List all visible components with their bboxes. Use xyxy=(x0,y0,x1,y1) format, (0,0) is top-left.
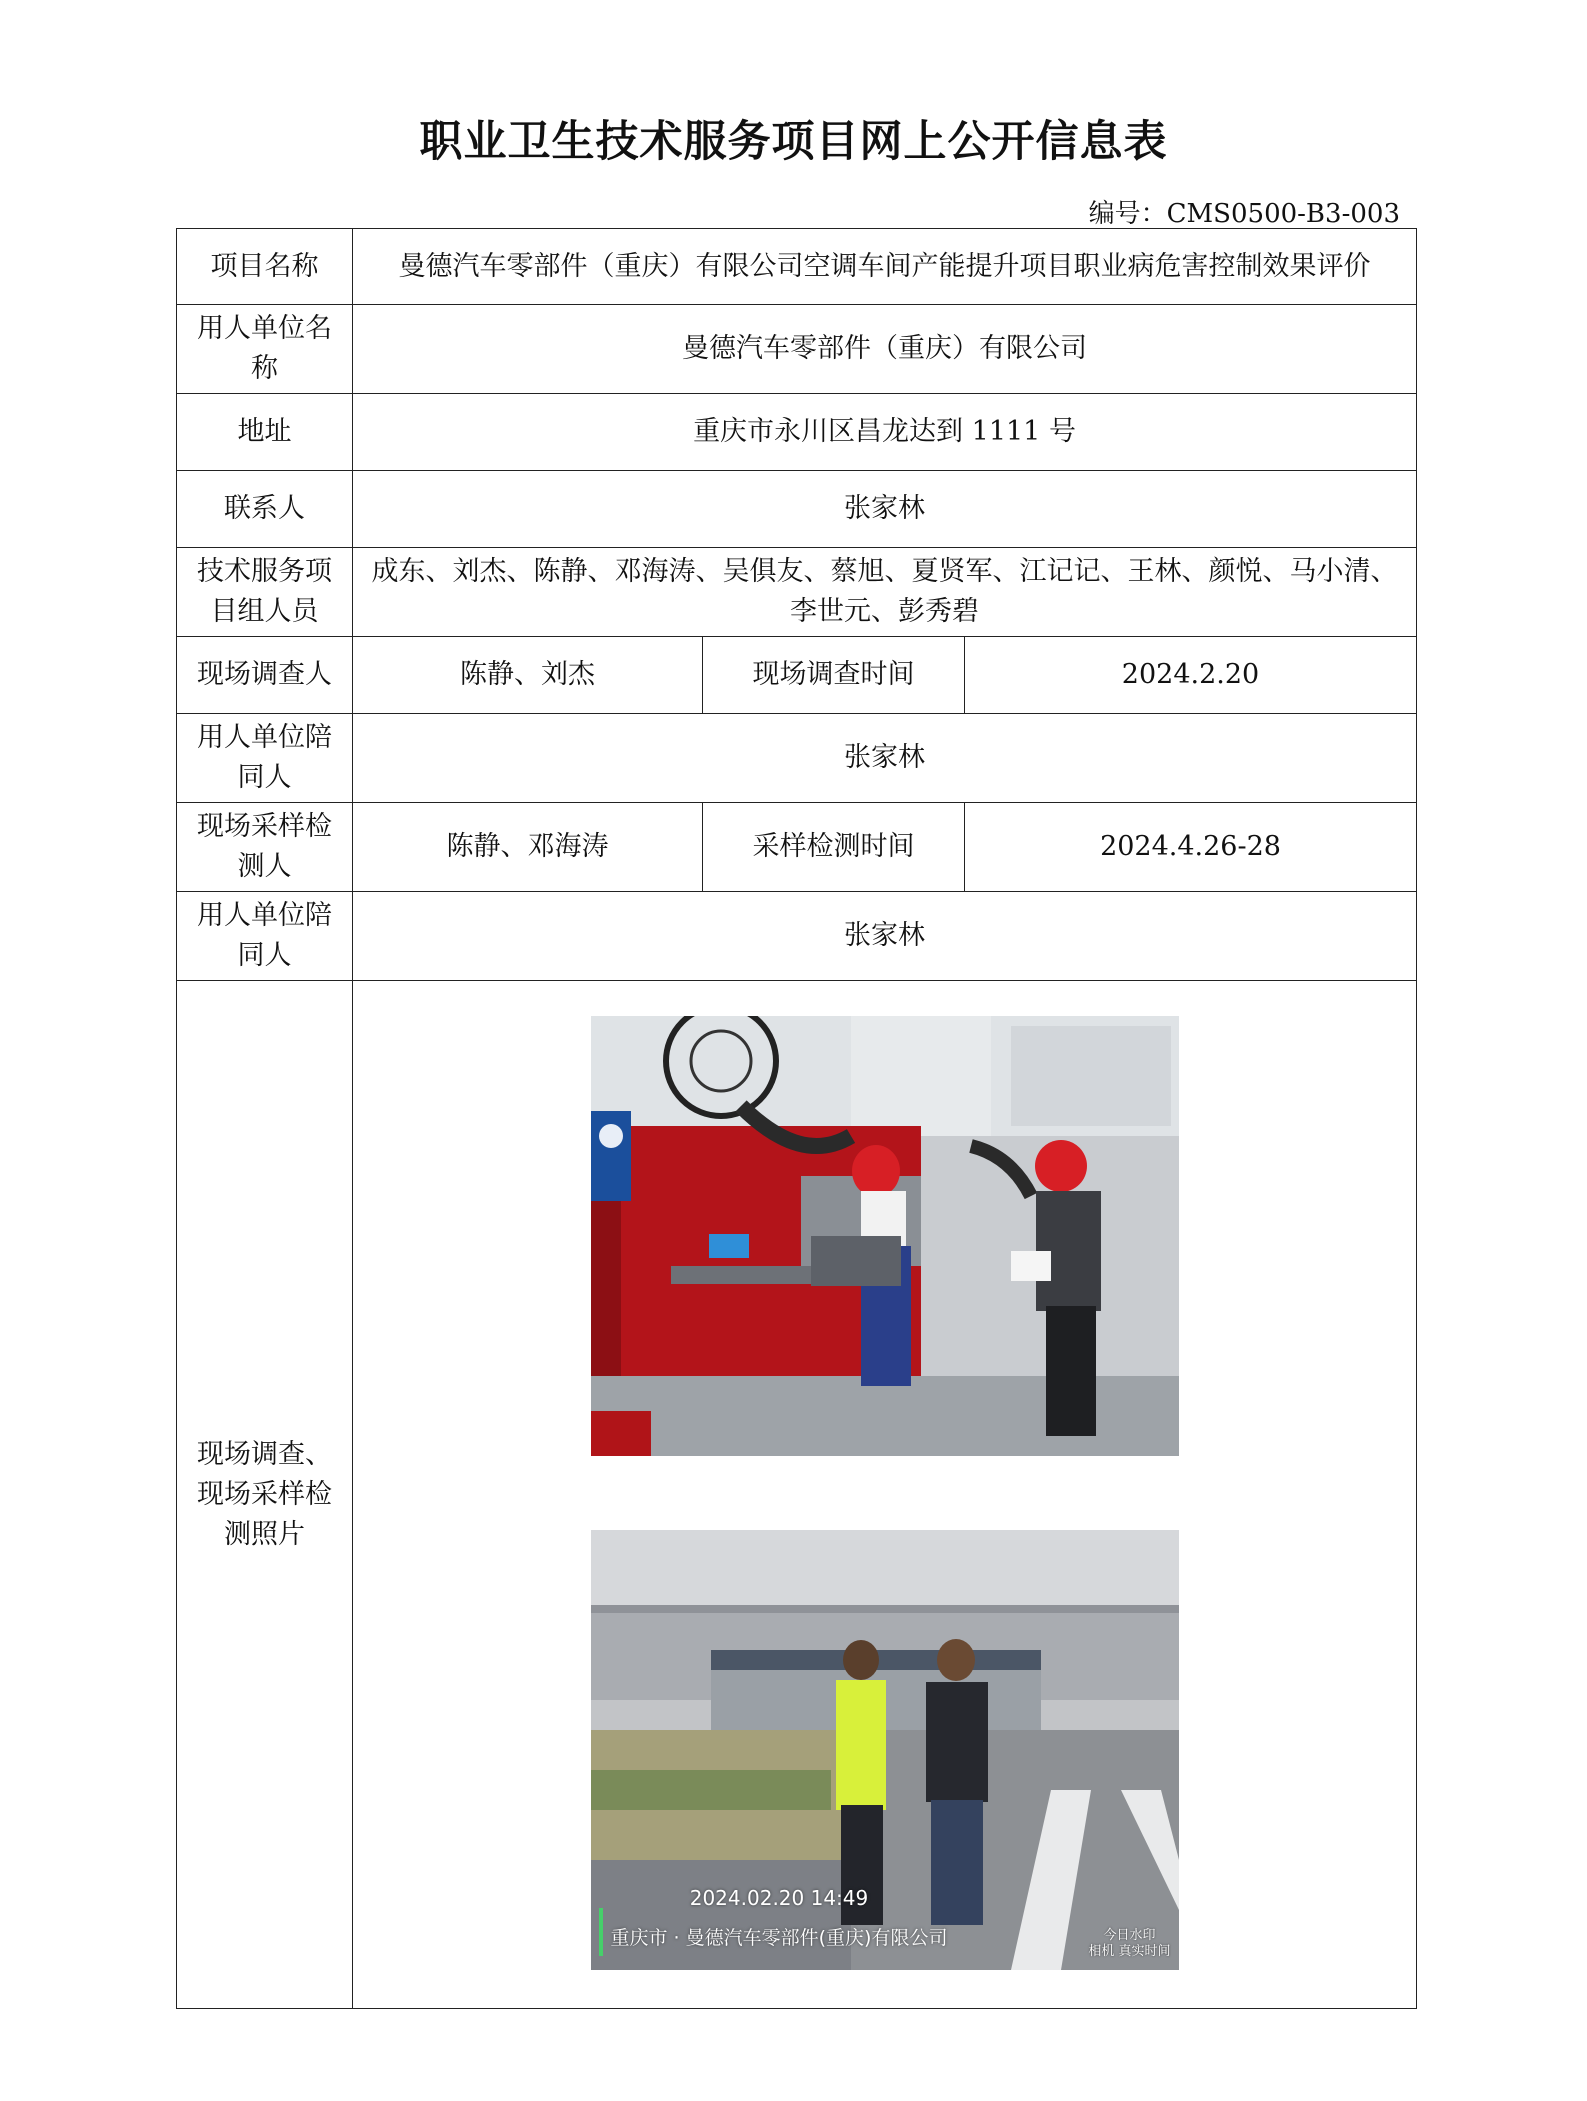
info-table xyxy=(176,228,1417,2009)
photo-datetime: 2024.02.20 14:49 xyxy=(689,1886,869,1910)
row-photos xyxy=(177,981,1417,2009)
value-survey-time: 2024.2.20 xyxy=(965,637,1417,714)
page-title: 职业卫生技术服务项目网上公开信息表 xyxy=(419,117,1168,167)
label-team: 技术服务项目组人员 xyxy=(177,548,353,637)
row-contact xyxy=(177,471,1417,548)
label-escort-1: 用人单位陪同人 xyxy=(177,714,353,803)
value-team: 成东、刘杰、陈静、邓海涛、吴俱友、蔡旭、夏贤军、江记记、王林、颜悦、马小清、李世元、彭秀碧 xyxy=(353,548,1417,637)
value-sampling-time: 2024.4.26-28 xyxy=(965,803,1417,892)
row-team xyxy=(177,548,1417,637)
row-escort-2 xyxy=(177,892,1417,981)
photo-timestamp xyxy=(611,1878,948,1958)
row-survey xyxy=(177,637,1417,714)
label-project-name: 项目名称 xyxy=(177,229,353,305)
value-employer: 曼德汽车零部件（重庆）有限公司 xyxy=(353,305,1417,394)
workshop-photo xyxy=(591,1016,1179,1456)
watermark-logo xyxy=(1088,1928,1170,1960)
value-survey-person: 陈静、刘杰 xyxy=(353,637,703,714)
label-address: 地址 xyxy=(177,394,353,471)
label-sampling-person: 现场采样检测人 xyxy=(177,803,353,892)
label-contact: 联系人 xyxy=(177,471,353,548)
value-escort-2: 张家林 xyxy=(353,892,1417,981)
photo-location: 重庆市 · 曼德汽车零部件(重庆)有限公司 xyxy=(610,1927,948,1949)
label-escort-2: 用人单位陪同人 xyxy=(177,892,353,981)
label-survey-person: 现场调查人 xyxy=(177,637,353,714)
watermark-brand: 今日水印 xyxy=(1103,1928,1156,1943)
document-number: 编号：CMS0500-B3-003 xyxy=(1088,199,1400,229)
value-escort-1: 张家林 xyxy=(353,714,1417,803)
row-escort-1 xyxy=(177,714,1417,803)
photos-cell xyxy=(353,981,1417,2009)
row-project-name xyxy=(177,229,1417,305)
stamp-bar xyxy=(599,1908,603,1956)
value-sampling-person: 陈静、邓海涛 xyxy=(353,803,703,892)
label-photos: 现场调查、现场采样检测照片 xyxy=(177,981,353,2009)
label-survey-time: 现场调查时间 xyxy=(703,637,965,714)
row-sampling xyxy=(177,803,1417,892)
site-entrance-photo xyxy=(591,1530,1179,1970)
value-address: 重庆市永川区昌龙达到 1111 号 xyxy=(353,394,1417,471)
row-employer xyxy=(177,305,1417,394)
value-contact: 张家林 xyxy=(353,471,1417,548)
watermark-sub: 相机 真实时间 xyxy=(1088,1944,1171,1959)
label-sampling-time: 采样检测时间 xyxy=(703,803,965,892)
value-project-name: 曼德汽车零部件（重庆）有限公司空调车间产能提升项目职业病危害控制效果评价 xyxy=(353,229,1417,305)
row-address xyxy=(177,394,1417,471)
label-employer: 用人单位名称 xyxy=(177,305,353,394)
